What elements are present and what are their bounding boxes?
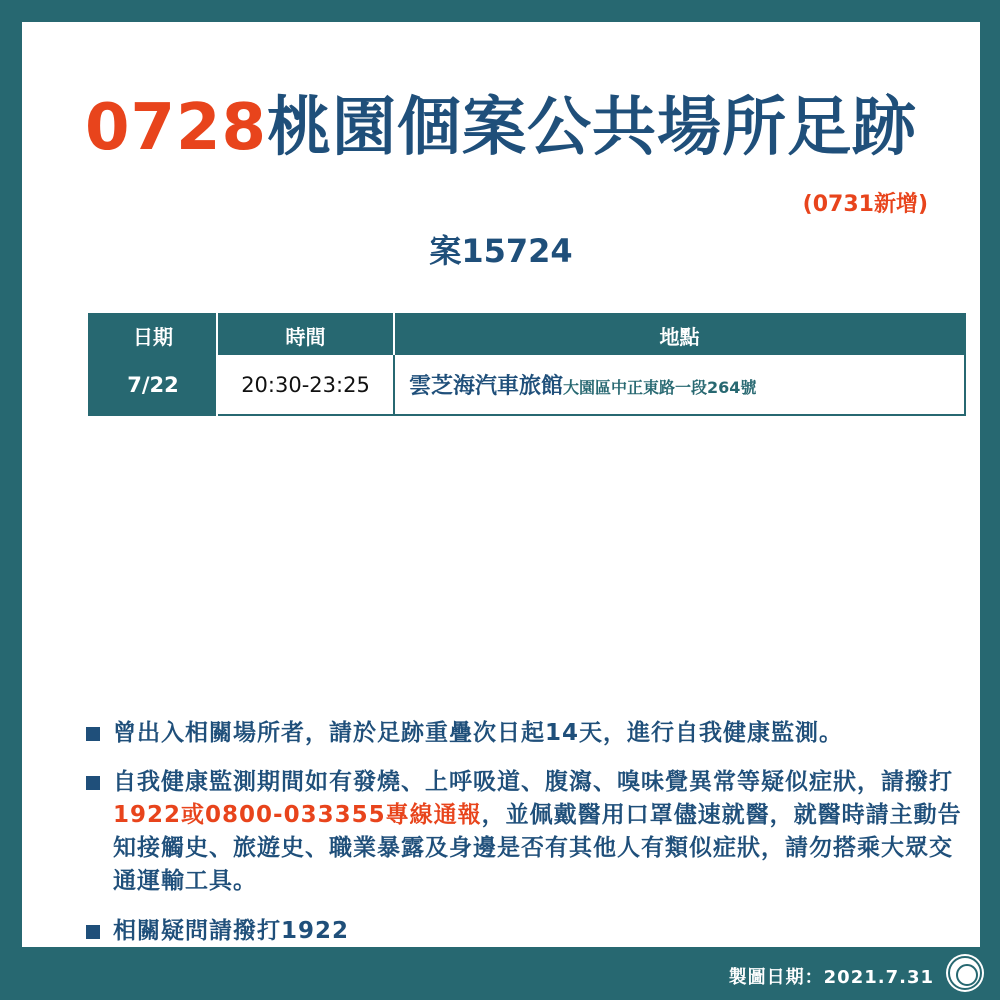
footprint-table	[88, 313, 966, 416]
title-text: 桃園個案公共場所足跡	[267, 91, 918, 165]
list-item	[86, 915, 966, 948]
table-row	[89, 355, 965, 415]
note-text: ，並佩戴醫用口罩儘速就醫，就醫時請主動告知接觸史、旅遊史、職業暴露及身邊是否有其他人有類似症狀，請勿搭乘大眾交通運輸工具。	[113, 802, 962, 894]
square-bullet-icon	[86, 776, 100, 790]
cell-time: 20:30-23:25	[217, 355, 394, 415]
place-name: 雲芝海汽車旅館	[409, 374, 564, 399]
added-note: (0731新增)	[802, 192, 928, 217]
note-text: 曾出入相關場所者，請於足跡重疊次日起14天，進行自我健康監測。	[113, 720, 844, 746]
header-time: 時間	[217, 314, 394, 355]
hotline-highlight: 1922或0800-033355專線通報	[113, 802, 482, 828]
table-header-row	[89, 314, 965, 355]
note-text: 自我健康監測期間如有發燒、上呼吸道、腹瀉、嗅味覺異常等疑似症狀，請撥打	[113, 769, 953, 795]
notes-list	[86, 717, 966, 948]
case-number: 案15724	[429, 232, 573, 270]
city-seal-icon	[948, 956, 982, 990]
header-place: 地點	[394, 314, 965, 355]
list-item	[86, 717, 966, 750]
cell-place	[394, 355, 965, 415]
square-bullet-icon	[86, 925, 100, 939]
made-date: 製圖日期：2021.7.31	[728, 967, 934, 988]
place-address: 大園區中正東路一段264號	[563, 378, 757, 397]
cell-date: 7/22	[89, 355, 217, 415]
note-text: 相關疑問請撥打1922	[113, 918, 350, 944]
square-bullet-icon	[86, 727, 100, 741]
poster-card	[22, 22, 980, 947]
page-title	[22, 88, 980, 168]
header-date: 日期	[89, 314, 217, 355]
list-item	[86, 766, 966, 898]
title-date: 0728	[84, 91, 268, 165]
